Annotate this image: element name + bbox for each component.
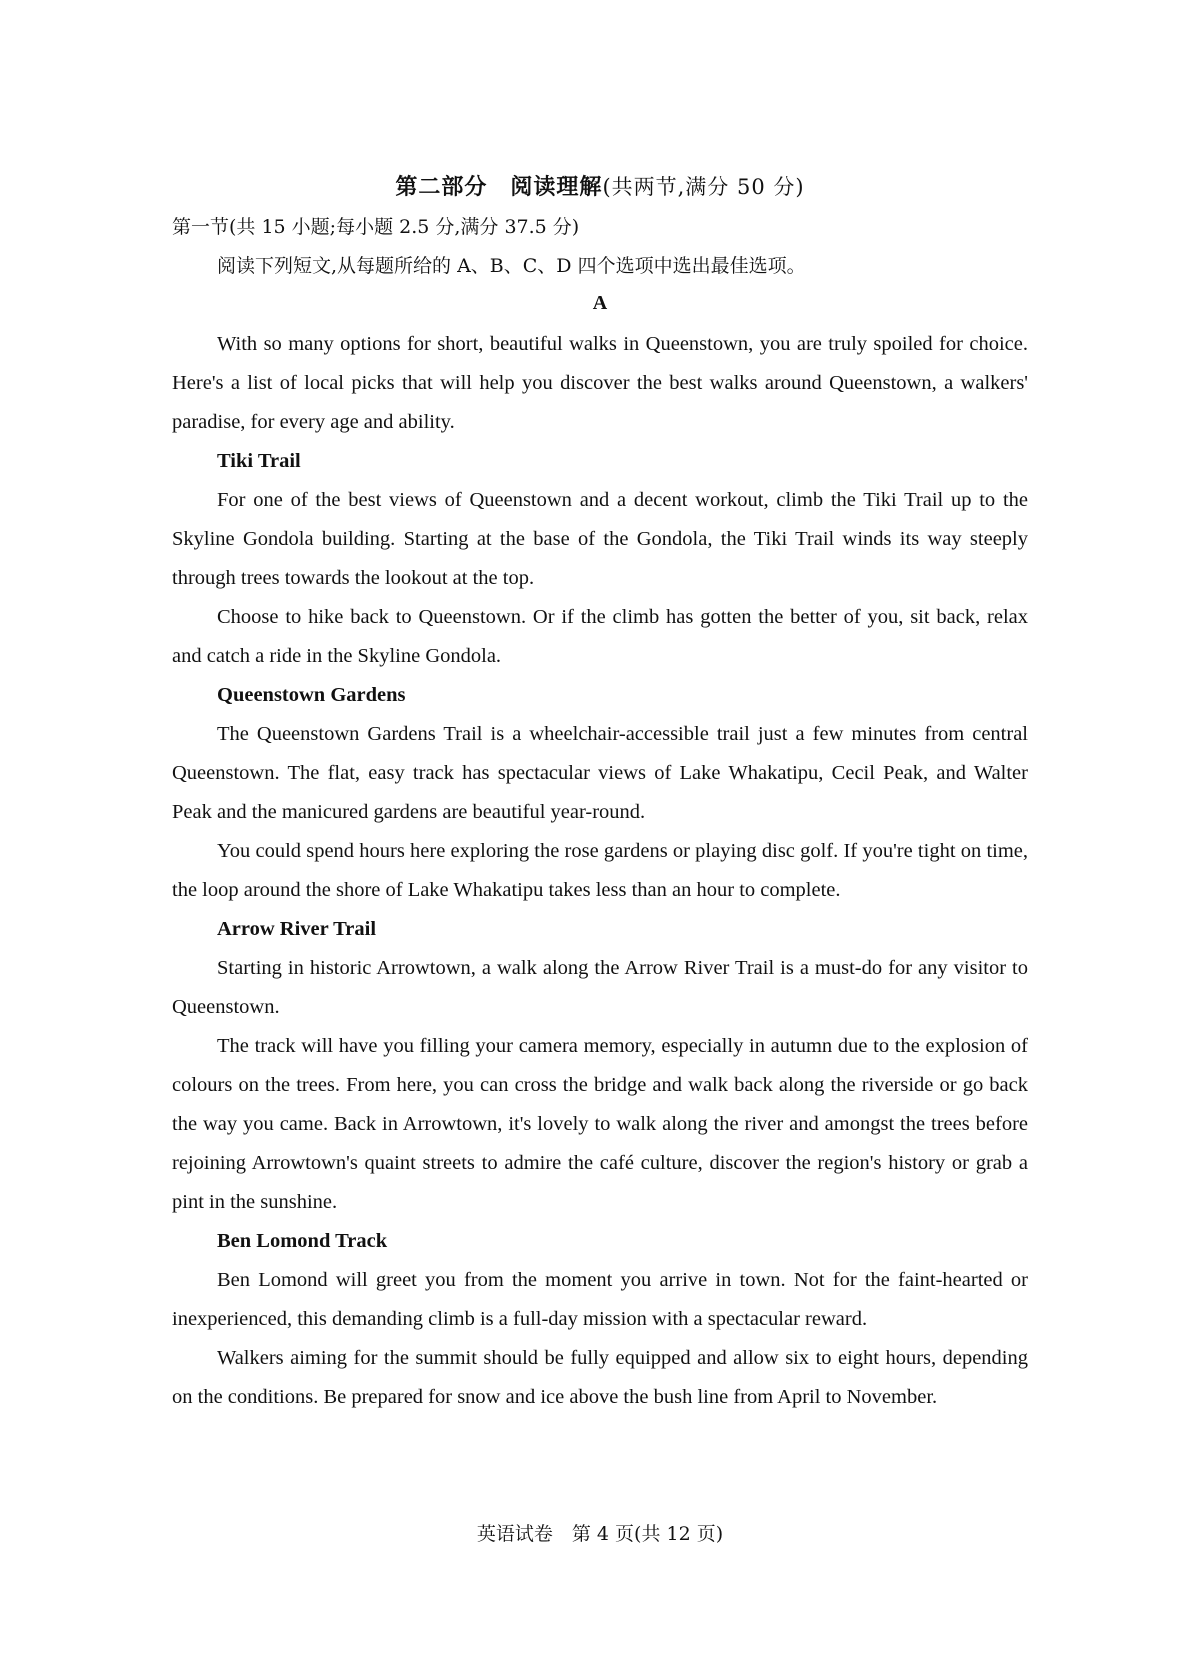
paragraph: Choose to hike back to Queenstown. Or if the climb has gotten the better of you, sit back, relax and catch a ride in the Skyline Gondola. — [172, 606, 1028, 667]
paragraph: The Queenstown Gardens Trail is a wheelchair-accessible trail just a few minutes from central Queenstown. The flat, easy track has spectacular views of Lake Whakatipu, Cecil Peak, and Walter Peak and the manicured gardens are beautiful year-round. — [172, 723, 1028, 823]
part-title-main: 第二部分 阅读理解 — [395, 175, 603, 200]
paragraph: You could spend hours here exploring the rose gardens or playing disc golf. If you're tight on time, the loop around the shore of Lake Whakatipu takes less than an hour to complete. — [172, 840, 1028, 901]
paragraph: Walkers aiming for the summit should be fully equipped and allow six to eight hours, depending on the conditions. Be prepared for snow and ice above the bush line from April to November. — [172, 1347, 1028, 1408]
page-footer: 英语试卷 第 4 页(共 12 页) — [476, 1523, 724, 1545]
paragraph: Ben Lomond will greet you from the moment you arrive in town. Not for the faint-hearted or inexperienced, this demanding climb is a full-day mission with a spectacular reward. — [172, 1269, 1028, 1330]
section-heading-queenstown-gardens: Queenstown Gardens — [217, 684, 406, 706]
passage-intro: With so many options for short, beautiful walks in Queenstown, you are truly spoiled for choice. Here's a list of local picks that will help you discover the best walks around Queenstown, a walkers' paradise, for every age and ability. — [172, 333, 1028, 433]
part-title — [0, 170, 1200, 201]
section-heading: 第一节(共 15 小题;每小题 2.5 分,满分 37.5 分) — [172, 216, 580, 238]
paragraph: Starting in historic Arrowtown, a walk along the Arrow River Trail is a must-do for any visitor to Queenstown. — [172, 957, 1028, 1018]
paragraph: For one of the best views of Queenstown and a decent workout, climb the Tiki Trail up to the Skyline Gondola building. Starting at the base of the Gondola, the Tiki Trail winds its way steeply through trees towards the lookout at the top. — [172, 489, 1028, 589]
passage-body — [172, 325, 1028, 1417]
section-heading-tiki-trail: Tiki Trail — [217, 450, 301, 472]
section-heading-ben-lomond-track: Ben Lomond Track — [217, 1230, 388, 1252]
passage-letter: A — [592, 292, 608, 314]
paragraph: The track will have you filling your camera memory, especially in autumn due to the explosion of colours on the trees. From here, you can cross the bridge and walk back along the riverside or go back the way you came. Back in Arrowtown, it's lovely to walk along the river and amongst the trees before rejoining Arrowtown's quaint streets to admire the café culture, discover the region's history or grab a pint in the sunshine. — [172, 1035, 1028, 1213]
part-title-subtitle: (共两节,满分 50 分) — [602, 175, 805, 199]
directions: 阅读下列短文,从每题所给的 A、B、C、D 四个选项中选出最佳选项。 — [217, 255, 806, 277]
section-heading-arrow-river-trail: Arrow River Trail — [217, 918, 377, 940]
